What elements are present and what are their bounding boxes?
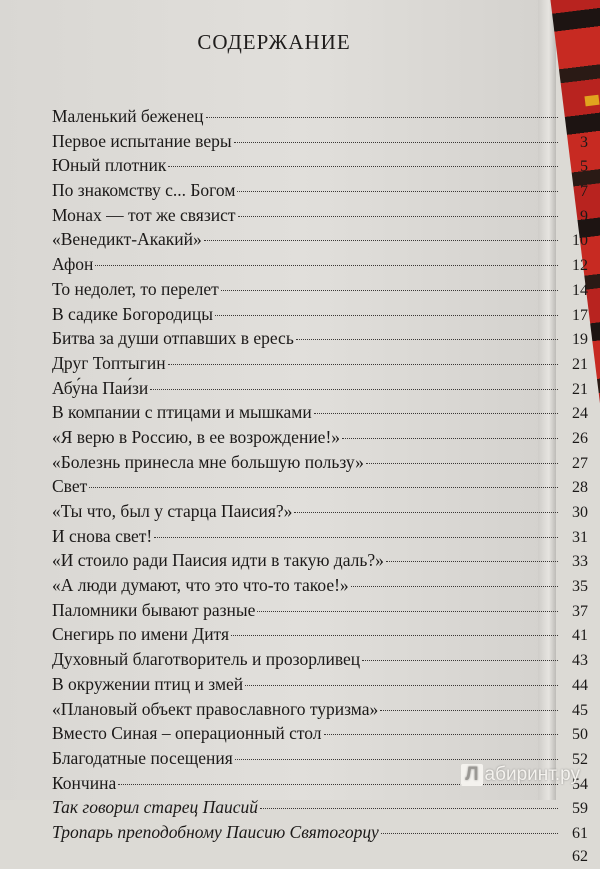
entry-title: Свет (52, 476, 88, 497)
toc-entry (52, 104, 588, 129)
entry-title: Вместо Синая – операционный стол (52, 723, 322, 744)
entry-page: 31 (572, 528, 588, 546)
toc-entry (52, 524, 588, 549)
entry-title: В окружении птиц и змей (52, 673, 244, 694)
dot-leader (324, 734, 558, 735)
entry-title: Битва за души отпавших в ересь (52, 328, 294, 349)
entry-page: 10 (572, 232, 588, 250)
dot-leader (168, 166, 558, 167)
entry-title: Кончина (52, 772, 117, 793)
entry-title: Тропарь преподобному Паисию Святогорцу (52, 821, 379, 842)
toc-entry (52, 203, 588, 228)
entry-title: «И стоило ради Паисия идти в такую даль?» (52, 550, 384, 571)
toc-entry (52, 721, 588, 746)
entry-page: 7 (580, 183, 588, 201)
dot-leader (296, 339, 558, 340)
toc-entry (52, 129, 588, 154)
toc-entry (52, 622, 588, 647)
toc-entry (52, 820, 588, 845)
dot-leader (237, 191, 558, 192)
toc-entry (52, 573, 588, 598)
entry-title: «А люди думают, что это что-то такое!» (52, 575, 349, 596)
entry-page: 5 (580, 158, 588, 176)
entry-title: Духовный благотворитель и прозорливец (52, 649, 361, 670)
entry-title: В компании с птицами и мышками (52, 402, 312, 423)
dot-leader (314, 413, 558, 414)
table-of-contents (52, 104, 588, 869)
entry-page: 24 (572, 405, 588, 423)
entry-title: «Я верю в Россию, в ее возрождение!» (52, 426, 341, 447)
entry-page: 12 (572, 257, 588, 275)
dot-leader (362, 660, 558, 661)
entry-title: Афон (52, 254, 94, 275)
page-title: СОДЕРЖАНИЕ (197, 30, 351, 54)
watermark-logo-box: Л (461, 764, 482, 786)
toc-entry (52, 302, 588, 327)
dot-leader (204, 240, 558, 241)
toc-entry (52, 845, 588, 869)
entry-page: 26 (572, 429, 588, 447)
entry-title: «Ты что, был у старца Паисия?» (52, 501, 293, 521)
dot-leader (386, 561, 558, 562)
dot-leader (294, 512, 558, 513)
toc-entry (52, 548, 588, 573)
dot-leader (89, 487, 558, 488)
entry-title: «Плановый объект православного туризма» (52, 698, 379, 719)
dot-leader (260, 808, 558, 809)
entry-page: 62 (572, 847, 588, 865)
toc-entry (52, 351, 588, 376)
entry-page: 50 (572, 726, 588, 744)
dot-leader (221, 290, 558, 291)
entry-page: 54 (572, 775, 588, 793)
dot-leader (168, 364, 558, 365)
toc-entry (52, 277, 588, 302)
dot-leader (234, 142, 558, 143)
dot-leader (381, 833, 558, 834)
dot-leader (366, 463, 558, 464)
toc-entry (52, 499, 588, 524)
dot-leader (380, 710, 558, 711)
entry-title: Юный плотник (52, 155, 167, 176)
watermark-logo-text: абиринт.ру (484, 764, 580, 785)
toc-entry (52, 598, 588, 623)
entry-title: Первое испытание веры (52, 130, 232, 151)
dot-leader (95, 265, 558, 266)
entry-page: 61 (572, 824, 588, 842)
toc-entry (52, 153, 588, 178)
entry-title: В садике Богородицы (52, 303, 213, 324)
dot-leader (150, 389, 558, 390)
dot-leader (245, 685, 558, 686)
entry-title: Маленький беженец (52, 106, 204, 126)
dot-leader (231, 635, 558, 636)
entry-page: 35 (572, 578, 588, 596)
toc-entry (52, 697, 588, 722)
entry-page: 19 (572, 331, 588, 349)
entry-title: Паломники бывают разные (52, 599, 256, 620)
entry-page: 52 (572, 750, 588, 768)
entry-page: 43 (572, 652, 588, 670)
entry-page: 45 (572, 701, 588, 719)
entry-page: 27 (572, 454, 588, 472)
entry-title: То недолет, то перелет (52, 278, 219, 299)
toc-entry (52, 474, 588, 499)
toc-entry (52, 326, 588, 351)
dot-leader (154, 537, 558, 538)
toc-entry (52, 227, 588, 252)
entry-title: «Болезнь принесла мне большую пользу» (52, 451, 364, 472)
entry-page: 9 (580, 207, 588, 225)
entry-page: 21 (572, 355, 588, 373)
entry-title: И снова свет! (52, 525, 153, 546)
entry-title: Благодатные посещения (52, 747, 233, 768)
entry-title: «Венедикт-Акакий» (52, 229, 202, 250)
dot-leader (238, 216, 558, 217)
entry-title: По знакомству с... Богом (52, 180, 236, 201)
entry-page: 59 (572, 800, 588, 818)
dot-leader (206, 117, 558, 118)
entry-title: Друг Топтыгин (52, 352, 166, 373)
entry-page: 21 (572, 380, 588, 398)
dot-leader (257, 611, 558, 612)
toc-entry (52, 178, 588, 203)
entry-page: 41 (572, 627, 588, 645)
toc-entry (52, 450, 588, 475)
toc-entry (52, 425, 588, 450)
watermark-logo (461, 764, 580, 786)
toc-entry (52, 672, 588, 697)
entry-title: Абу́на Паи́зи (52, 377, 149, 398)
entry-page: 44 (572, 676, 588, 694)
entry-title: Снегирь по имени Дитя (52, 624, 230, 645)
entry-page: 28 (572, 479, 588, 497)
toc-entry (52, 252, 588, 277)
dot-leader (342, 438, 558, 439)
toc-entry (52, 795, 588, 820)
toc-entry (52, 647, 588, 672)
entry-title: Так говорил старец Паисий (52, 797, 259, 818)
entry-page: 33 (572, 553, 588, 571)
entry-page: 17 (572, 306, 588, 324)
dot-leader (235, 759, 558, 760)
entry-page: 37 (572, 602, 588, 620)
entry-page: 14 (572, 281, 588, 299)
toc-entry (52, 376, 588, 401)
entry-page: 30 (572, 504, 588, 521)
dot-leader (215, 315, 558, 316)
entry-page: 3 (580, 133, 588, 151)
dot-leader (351, 586, 558, 587)
toc-entry (52, 400, 588, 425)
entry-title: Монах — тот же связист (52, 204, 236, 225)
